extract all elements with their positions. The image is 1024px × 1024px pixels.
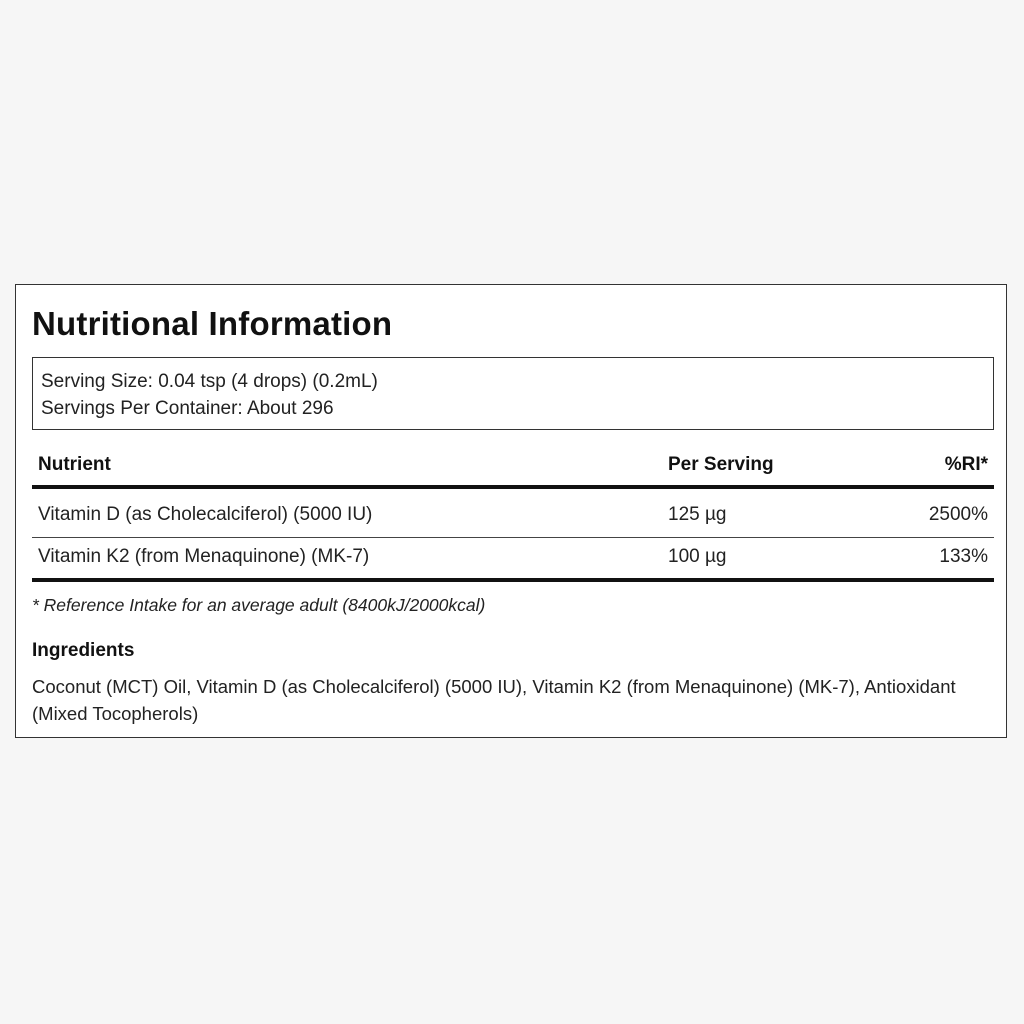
per-serving-value: 100 µg	[668, 546, 727, 567]
page-title: Nutritional Information	[32, 305, 393, 342]
servings-per-container: Servings Per Container: About 296	[41, 398, 334, 419]
nutrition-panel	[15, 284, 1007, 738]
ri-value: 133%	[939, 546, 988, 567]
header-nutrient: Nutrient	[38, 454, 111, 475]
ri-value: 2500%	[928, 504, 988, 525]
header-ri: %RI*	[944, 454, 988, 475]
header-per-serving: Per Serving	[668, 454, 774, 475]
reference-intake-footnote: * Reference Intake for an average adult (8400kJ/2000kcal)	[32, 595, 486, 615]
table-bottom-divider	[32, 578, 994, 582]
table-row	[32, 489, 994, 537]
nutrient-name: Vitamin D (as Cholecalciferol) (5000 IU)	[38, 504, 373, 525]
table-header-row	[32, 445, 994, 485]
per-serving-value: 125 µg	[668, 504, 727, 525]
serving-size: Serving Size: 0.04 tsp (4 drops) (0.2mL)	[41, 371, 378, 392]
serving-info-box	[32, 357, 994, 430]
ingredients-heading: Ingredients	[32, 640, 135, 661]
nutrient-table	[32, 445, 994, 582]
table-row	[32, 538, 994, 578]
ingredients-list: Coconut (MCT) Oil, Vitamin D (as Cholecalciferol) (5000 IU), Vitamin K2 (from Menaquinone) (MK-7), Antioxidant (Mixed Tocopherols)	[32, 676, 956, 724]
nutrient-name: Vitamin K2 (from Menaquinone) (MK-7)	[38, 546, 370, 567]
